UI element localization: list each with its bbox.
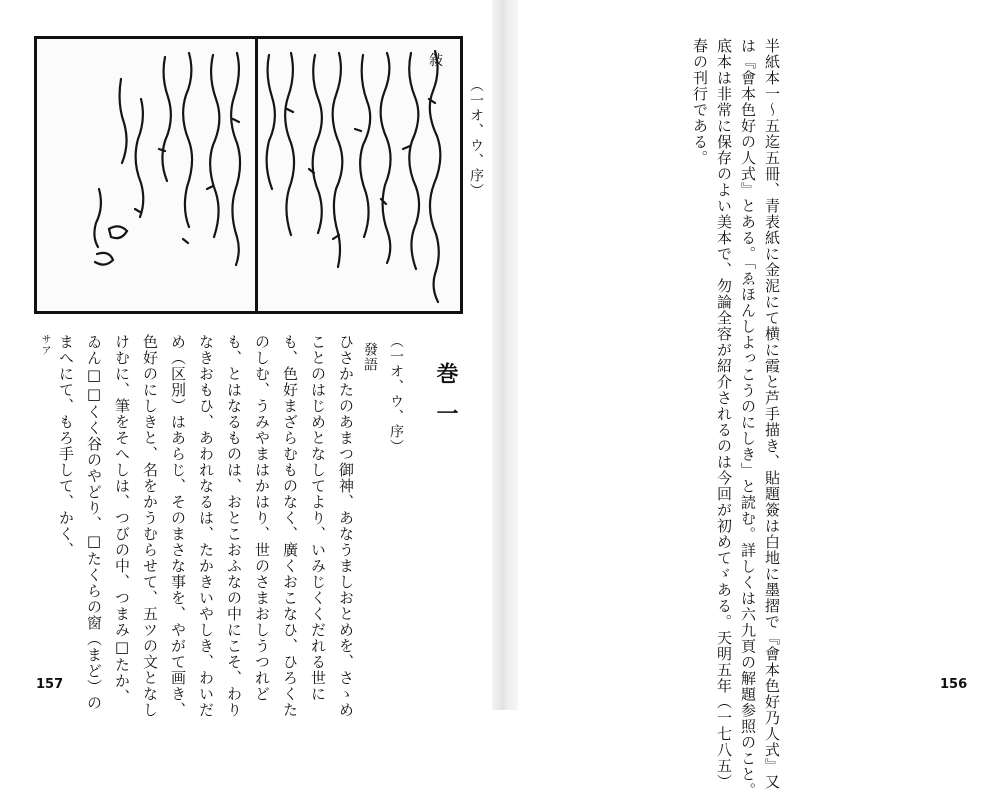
handwritten-script-image — [37, 39, 460, 311]
page-number-right: 156 — [940, 677, 968, 692]
svg-text:敍: 敍 — [429, 53, 443, 69]
section-title: 發語 — [362, 342, 378, 372]
colophon-column: 春の刊行である。 — [691, 38, 709, 166]
body-column: まへにて、もろ手して、かく、 — [57, 334, 75, 558]
section-caption: （一オ、ウ、序） — [388, 334, 404, 454]
body-column: ことのはじめとなしてより、いみじくくだれる世に — [309, 334, 327, 702]
body-column: ゐん□□くく谷のやどり、□たくらの窗（まど）の — [85, 334, 103, 711]
volume-heading: 巻一 — [433, 362, 459, 442]
body-column: のしむ、うみやまはかはり、世のさまおしうつれど — [253, 334, 271, 702]
colophon-column: 底本は非常に保存のよい美本で、勿論全容が紹介されるのは今回が初めてゞある。天明五年（一七八五） — [715, 38, 733, 790]
manuscript-facsimile — [34, 36, 463, 314]
signature-reading: サア — [39, 334, 50, 356]
body-column: も、色好まざらむものなく、廣くおこなひ、ひろくた — [281, 334, 299, 718]
colophon-column: は『會本色好の人式』とある。「ゑほんしよっこうのにしき」と読む。詳しくは六九頁の解題参照のこと。 — [739, 38, 757, 799]
page-number-left: 157 — [36, 677, 64, 692]
body-column: め（区別）はあらじ、そのまさな事を、やがて画き、 — [169, 334, 187, 718]
body-column: けむに、筆をそへしは、つびの中、つまみ□たか、 — [113, 334, 131, 705]
facsimile-caption: （一オ、ウ、序） — [468, 78, 484, 198]
book-gutter — [492, 0, 518, 710]
body-column: ひさかたのあまつ御神、あなうましおとめを、さゝめ — [337, 334, 355, 718]
body-column: も、とはなるものは、おとこおふなの中にこそ、わり — [225, 334, 243, 718]
body-column: なきおもひ、あわれなるは、たかきいやしき、わいだ — [197, 334, 215, 718]
body-column: 色好のにしきと、名をかうむらせて、五ツの文となし — [141, 334, 159, 718]
colophon-column: 半紙本一〜五迄五冊、青表紙に金泥にて横に霞と芦手描き、貼題簽は白地に墨摺で『會本色好乃人式』又 — [763, 38, 781, 790]
